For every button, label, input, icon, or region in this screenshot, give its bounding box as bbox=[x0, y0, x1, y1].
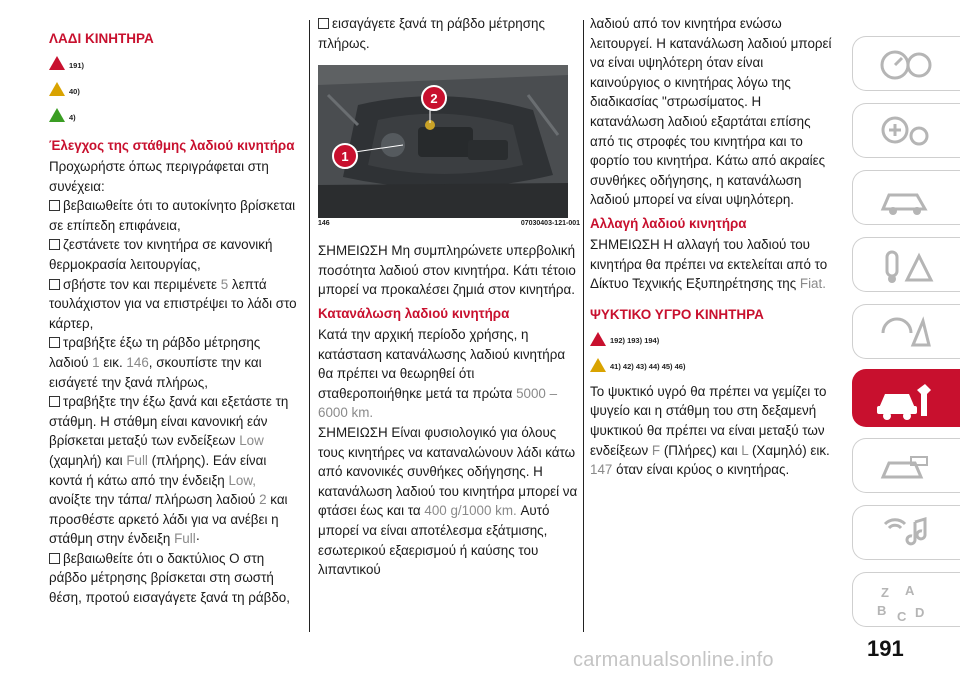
caution-row bbox=[49, 76, 299, 102]
section-title-coolant: ΨΥΚΤΙΚΟ ΥΓΡΟ ΚΙΝΗΤΗΡΑ bbox=[590, 306, 764, 322]
figure-caption bbox=[318, 220, 580, 227]
figure-callout-1: 1 bbox=[332, 143, 358, 169]
caution-ref: 41) 42) 43) 44) 45) 46) bbox=[610, 362, 686, 372]
paragraph: Το ψυκτικό υγρό θα πρέπει να γεμίζει το ψυγείο και η στάθμη του στη δεξαμενή ψυκτικού θα πρέπει να είναι μεταξύ των ενδείξεων F (Πλήρες) και L (Χαμηλό) εικ. 147 όταν είναι κρύος ο κινητήρας. bbox=[590, 383, 830, 478]
dashboard-icon bbox=[875, 45, 935, 85]
list-item: τραβήξτε έξω τη ράβδο μέτρησης λαδιού 1 εικ. 146, σκουπίστε την και εισάγετέ την ξανά πλήρως, bbox=[49, 335, 262, 390]
warning-ref: 192) 193) 194) bbox=[610, 336, 660, 346]
emergency-icon bbox=[875, 313, 935, 353]
svg-text:B: B bbox=[877, 603, 887, 618]
figure-callout-2: 2 bbox=[421, 85, 447, 111]
environment-triangle-icon bbox=[49, 108, 65, 122]
environment-ref: 4) bbox=[69, 112, 76, 122]
tab-servicing[interactable] bbox=[852, 369, 960, 427]
tab-dashboard[interactable] bbox=[852, 36, 960, 91]
list-item: τραβήξτε την έξω ξανά και εξετάστε τη στάθμη. Η στάθμη είναι κανονική εάν βρίσκεται μεταξύ των ενδείξεων Low (χαμηλή) και Full (πλήρης). Εάν είναι κοντά ή κάτω από την ένδειξη Low, ανοίξτε την τάπα/ πλήρωση λαδιού 2 και προσθέστε αρκετό λάδι για να ανέβει η στάθμη στην ένδειξη Full· bbox=[49, 394, 289, 547]
servicing-icon bbox=[875, 378, 937, 422]
warning-lights-icon bbox=[875, 246, 935, 286]
note-paragraph: ΣΗΜΕΙΩΣΗ Η αλλαγή του λαδιού του κινητήρα θα πρέπει να εκτελείται από το Δίκτυο Τεχνικής Εξυπηρέτησης της Fiat. bbox=[590, 236, 828, 292]
checkbox-bullet-icon bbox=[318, 18, 329, 29]
column-3 bbox=[590, 14, 836, 480]
warning-row bbox=[49, 50, 299, 76]
checkbox-bullet-icon bbox=[49, 279, 60, 290]
list-item: σβήστε τον και περιμένετε 5 λεπτά τουλάχιστον για να επιστρέψει το λάδι στο κάρτερ, bbox=[49, 276, 297, 331]
column-2 bbox=[318, 14, 580, 580]
safety-icon bbox=[875, 112, 935, 152]
tab-warning-lights[interactable] bbox=[852, 237, 960, 292]
svg-text:D: D bbox=[915, 605, 925, 620]
figure-code: 07030403-121-001 bbox=[520, 220, 580, 228]
tab-starting-driving[interactable] bbox=[852, 170, 960, 225]
index-icon bbox=[875, 581, 935, 625]
starting-driving-icon bbox=[875, 179, 935, 219]
section-title-engine-oil: ΛΑΔΙ ΚΙΝΗΤΗΡΑ bbox=[49, 31, 154, 46]
subsection-title-oil-level: Έλεγχος της στάθμης λαδιού κινητήρα bbox=[49, 138, 295, 153]
checkbox-bullet-icon bbox=[49, 396, 60, 407]
subsection-title-oil-change: Αλλαγή λαδιού κινητήρα bbox=[590, 215, 747, 231]
list-item: βεβαιωθείτε ότι το αυτοκίνητο βρίσκεται σε επίπεδη επιφάνεια, bbox=[49, 198, 296, 233]
list-item: εισαγάγετε ξανά τη ράβδο μέτρησης πλήρως. bbox=[318, 16, 545, 51]
column-1 bbox=[49, 30, 299, 608]
multimedia-icon bbox=[875, 514, 935, 554]
tab-multimedia[interactable] bbox=[852, 505, 960, 560]
svg-text:C: C bbox=[897, 609, 907, 624]
tab-technical-data[interactable] bbox=[852, 438, 960, 493]
column-divider bbox=[583, 20, 584, 632]
tab-index[interactable] bbox=[852, 572, 960, 627]
warning-triangle-icon bbox=[590, 332, 606, 346]
technical-data-icon bbox=[875, 447, 935, 487]
paragraph: λαδιού από τον κινητήρα ενώσω λειτουργεί. Η κατανάλωση λαδιού μπορεί να είναι υψηλότερη όταν είναι καινούργιος ο κινητήρας λόγω της διαδικασίας "στρωσίματος. Η κατανάλωση λαδιού εξαρτάται επίσης από τις στροφές του κινητήρα και το φορτίο του κινητήρα. Κάτω από ακραίες συνθήκες οδήγησης, η κατανάλωση λαδιού μπορεί να είναι υψηλότερη. bbox=[590, 16, 832, 208]
caution-triangle-icon bbox=[590, 358, 606, 372]
column-divider bbox=[309, 20, 310, 632]
caution-triangle-icon bbox=[49, 82, 65, 96]
paragraph: Κατά την αρχική περίοδο χρήσης, η κατάσταση κατανάλωσης λαδιού κινητήρα θα πρέπει να θεωρηθεί ότι σταθεροποιήθηκε μετά τα πρώτα 5000 – 6000 km. bbox=[318, 326, 566, 421]
environment-row bbox=[49, 102, 299, 128]
tab-safety[interactable] bbox=[852, 103, 960, 158]
note-paragraph: ΣΗΜΕΙΩΣΗ Μη συμπληρώνετε υπερβολική ποσότητα λαδιού στον κινητήρα. Κάτι τέτοιο μπορεί να προκαλέσει ζημιά στον κινητήρα. bbox=[318, 243, 576, 298]
list-item: ζεστάνετε τον κινητήρα σε κανονική θερμοκρασία λειτουργίας, bbox=[49, 237, 273, 272]
list-item: βεβαιωθείτε ότι ο δακτύλιος O στη ράβδο μέτρησης βρίσκεται στη σωστή θέση, προτού εισαγάγετε ξανά τη ράβδο, bbox=[49, 550, 290, 606]
note-paragraph: ΣΗΜΕΙΩΣΗ Είναι φυσιολογικό για όλους τους κινητήρες να καταναλώνουν λάδι κάτω από κανονικές συνθήκες οδήγησης. Η κατανάλωση λαδιού του κινητήρα μπορεί να φτάσει έως και τα 400 g/1000 km. Αυτό μπορεί να είναι αποτέλεσμα εξάτμισης, εσωτερικού εξαερισμού ή καύσης του λιπαντικού bbox=[318, 424, 578, 578]
caution-ref: 40) bbox=[69, 86, 80, 96]
page-number: 191 bbox=[867, 636, 904, 661]
intro-text: Προχωρήστε όπως περιγράφεται στη συνέχεια: bbox=[49, 159, 269, 194]
checkbox-bullet-icon bbox=[49, 337, 60, 348]
svg-text:A: A bbox=[905, 583, 915, 598]
checkbox-bullet-icon bbox=[49, 553, 60, 564]
checkbox-bullet-icon bbox=[49, 239, 60, 250]
tab-emergency[interactable] bbox=[852, 304, 960, 359]
checkbox-bullet-icon bbox=[49, 200, 60, 211]
figure-number: 146 bbox=[318, 220, 330, 228]
svg-text:Z: Z bbox=[881, 585, 889, 600]
watermark-text: carmanualsonline.info bbox=[573, 649, 774, 671]
warning-ref: 191) bbox=[69, 60, 85, 70]
subsection-title-oil-consumption: Κατανάλωση λαδιού κινητήρα bbox=[318, 305, 510, 321]
engine-bay-figure bbox=[318, 65, 568, 218]
warning-triangle-icon bbox=[49, 56, 65, 70]
warning-row bbox=[590, 326, 836, 352]
caution-row bbox=[590, 352, 836, 378]
